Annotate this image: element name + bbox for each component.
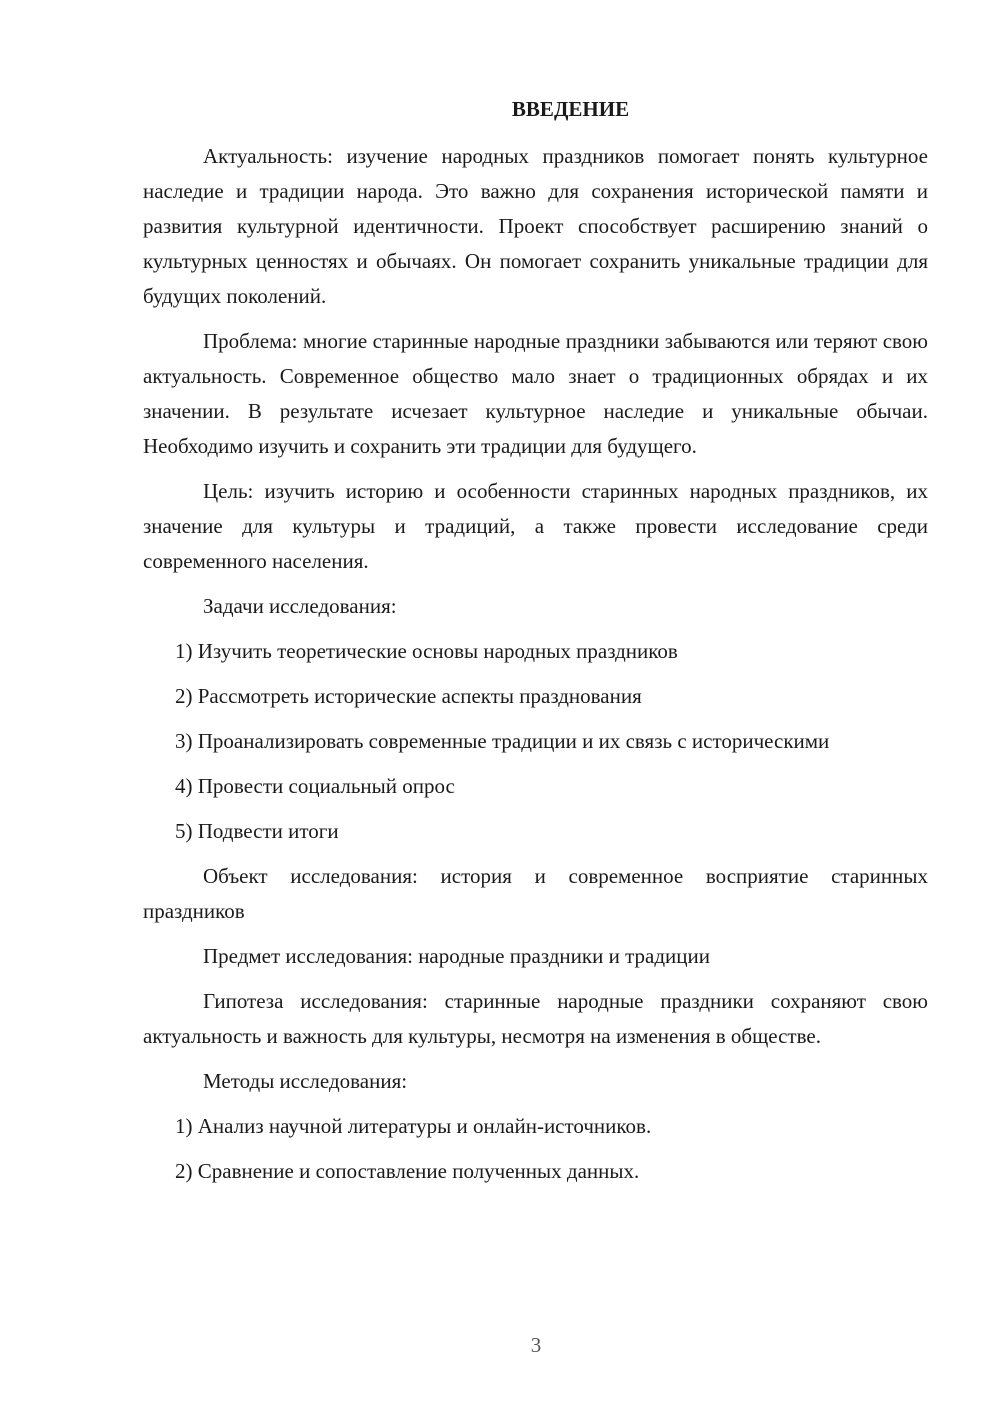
task-item: 3) Проанализировать современные традиции и их связь с историческими [175,729,830,753]
hypothesis-paragraph: Гипотеза исследования: старинные народные праздники сохраняют свою актуальность и важность для культуры, несмотря на изменения в обществе. [143,989,928,1048]
task-item: 1) Изучить теоретические основы народных праздников [175,639,678,663]
task-item: 5) Подвести итоги [175,819,339,843]
subject-paragraph: Предмет исследования: народные праздники и традиции [203,944,710,968]
relevance-paragraph: Актуальность: изучение народных праздников помогает понять культурное наследие и традиции народа. Это важно для сохранения исторической памяти и развития культурной идентичности. Проект способствует расширению знаний о культурных ценностях и обычаях. Он помогает сохранить уникальные традиции для будущих поколений. [143,144,928,308]
method-item: 1) Анализ научной литературы и онлайн-источников. [175,1114,652,1138]
tasks-heading: Задачи исследования: [203,594,397,618]
object-paragraph: Объект исследования: история и современное восприятие старинных праздников [143,864,928,923]
problem-paragraph: Проблема: многие старинные народные праздники забываются или теряют свою актуальность. Современное общество мало знает о традиционных обрядах и их значении. В результате исчезает культурное наследие и уникальные обычаи. Необходимо изучить и сохранить эти традиции для будущего. [143,329,928,458]
page-title: ВВЕДЕНИЕ [511,97,630,121]
method-item: 2) Сравнение и сопоставление полученных данных. [175,1159,640,1183]
page-number: 3 [530,1333,542,1357]
goal-paragraph: Цель: изучить историю и особенности старинных народных праздников, их значение для культуры и традиций, а также провести исследование среди современного населения. [143,479,928,573]
task-item: 2) Рассмотреть исторические аспекты празднования [175,684,642,708]
task-item: 4) Провести социальный опрос [175,774,455,798]
document-page [143,92,928,1199]
methods-heading: Методы исследования: [203,1069,408,1093]
